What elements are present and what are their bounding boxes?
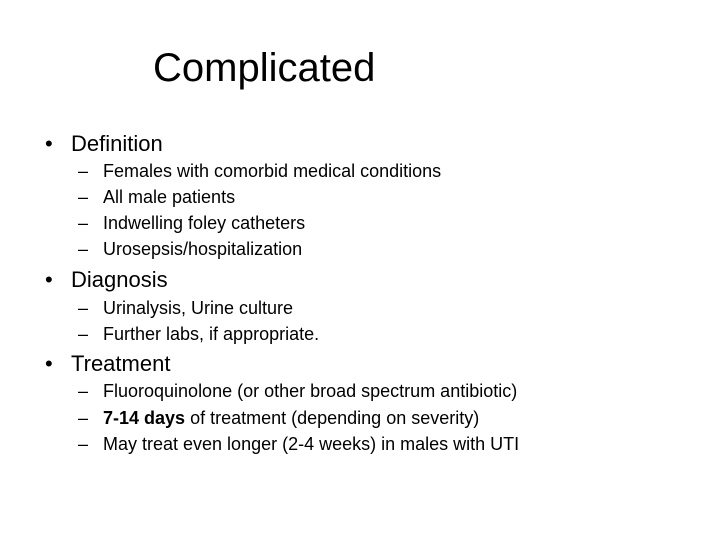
bullet-heading-treatment: Treatment (71, 351, 171, 376)
sub-item-text: Further labs, if appropriate. (103, 324, 320, 344)
slide-title: Complicated (153, 46, 376, 90)
sub-item-text: All male patients (103, 187, 236, 207)
sub-item-text: Indwelling foley catheters (103, 213, 306, 233)
sub-item-text: Urinalysis, Urine culture (103, 298, 294, 318)
sub-item-text-rest: of treatment (depending on severity) (185, 408, 480, 428)
dash-glyph: – (78, 298, 89, 318)
bullet-glyph: • (45, 351, 53, 376)
sub-item-text: Urosepsis/hospitalization (103, 239, 303, 259)
bullet-heading-definition: Definition (71, 131, 163, 156)
dash-glyph: – (78, 239, 89, 259)
dash-glyph: – (78, 434, 89, 454)
dash-glyph: – (78, 324, 89, 344)
bullet-heading-diagnosis: Diagnosis (71, 267, 168, 292)
sub-item-text: Fluoroquinolone (or other broad spectrum antibiotic) (103, 381, 518, 401)
sub-item-text-mixed (103, 407, 479, 429)
sub-item-text: May treat even longer (2-4 weeks) in males with UTI (103, 434, 520, 454)
bullet-glyph: • (45, 267, 53, 292)
dash-glyph: – (78, 161, 89, 181)
dash-glyph: – (78, 187, 89, 207)
dash-glyph: – (78, 408, 89, 428)
sub-item-text: Females with comorbid medical conditions (103, 161, 442, 181)
emphasis-duration: 7-14 days (103, 408, 186, 428)
bullet-glyph: • (45, 131, 53, 156)
dash-glyph: – (78, 381, 89, 401)
dash-glyph: – (78, 213, 89, 233)
